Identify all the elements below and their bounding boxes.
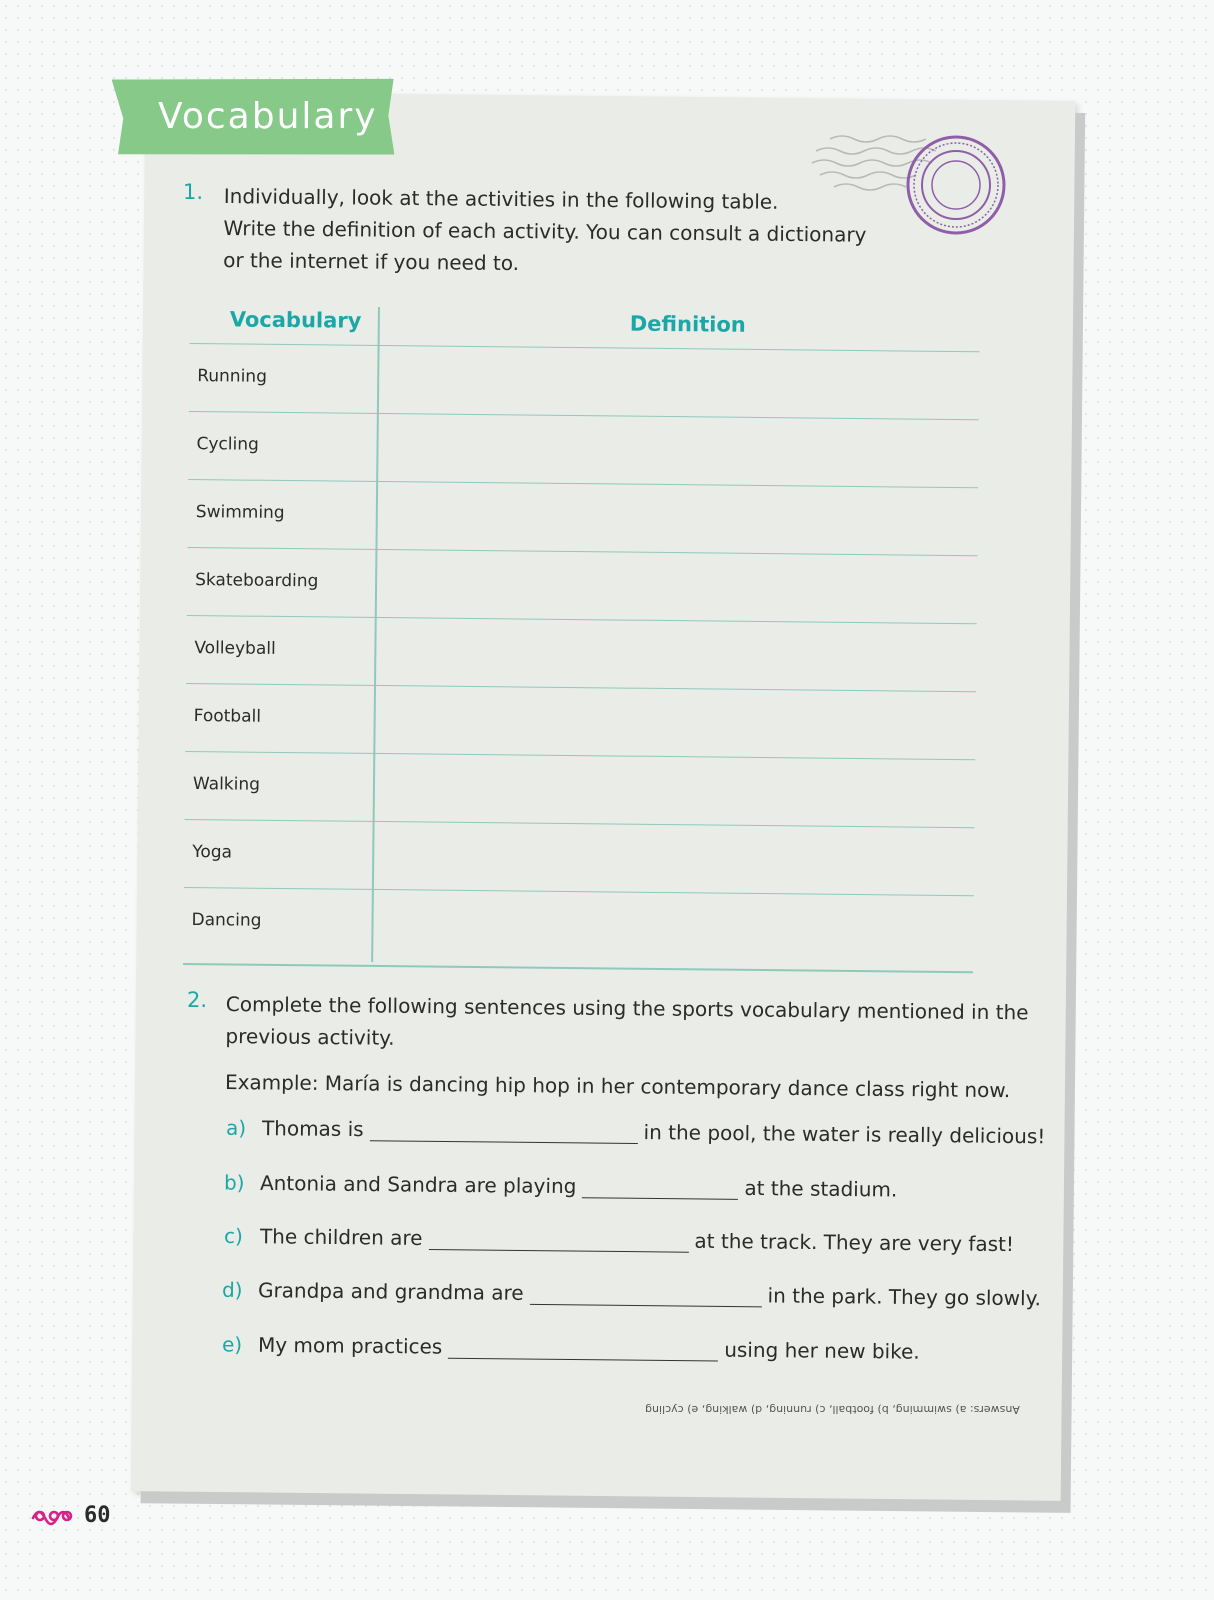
sentence-after: using her new bike. (724, 1337, 920, 1364)
upside-down-answers: Answers: a) swimming, b) football, c) running, d) walking, e) cycling (645, 1403, 1020, 1416)
activity-2-line: previous activity. (225, 1023, 395, 1050)
activity-1-line: or the internet if you need to. (223, 247, 520, 276)
sentence-letter: a) (225, 1115, 247, 1140)
sentence-before: Grandpa and grandma are (257, 1278, 524, 1305)
definition-cell[interactable] (375, 686, 974, 758)
activity-2-number: 2. (187, 988, 208, 1012)
table-row (186, 615, 977, 691)
vocabulary-cell: Football (193, 706, 262, 727)
answer-blank[interactable] (448, 1339, 718, 1362)
header-vocabulary: Vocabulary (229, 307, 362, 333)
brand-logo-icon (30, 1502, 76, 1530)
answer-blank[interactable] (370, 1121, 638, 1144)
definition-cell[interactable] (377, 550, 976, 622)
vocabulary-cell: Yoga (192, 842, 233, 863)
sentence-after: in the park. They go slowly. (767, 1283, 1042, 1311)
sentence-after: in the pool, the water is really delicious! (643, 1120, 1046, 1149)
example-sentence: Example: María is dancing hip hop in her contemporary dance class right now. (224, 1069, 1011, 1103)
page-title: Vocabulary (158, 96, 378, 137)
vocabulary-cell: Cycling (196, 434, 259, 455)
definition-cell[interactable] (374, 822, 973, 894)
definition-cell[interactable] (376, 618, 975, 690)
sentence-before: My mom practices (257, 1332, 443, 1359)
sentence-letter: d) (221, 1277, 243, 1302)
header-definition: Definition (629, 311, 746, 337)
activity-1-instructions (223, 180, 867, 286)
activity-2-line: Complete the following sentences using the sports vocabulary mentioned in the (225, 991, 1029, 1025)
answer-blank[interactable] (428, 1230, 688, 1253)
sentence-after: at the track. They are very fast! (694, 1228, 1015, 1257)
activity-1-number: 1. (183, 180, 204, 204)
vocabulary-cell: Skateboarding (195, 570, 319, 592)
definition-cell[interactable] (373, 890, 972, 962)
table-row (184, 819, 975, 895)
definition-cell[interactable] (377, 482, 976, 554)
table-row (188, 411, 979, 487)
table-row (189, 343, 980, 419)
sentence-letter: b) (223, 1170, 245, 1195)
sentence-before: Thomas is (261, 1116, 364, 1142)
sentence-after: at the stadium. (744, 1175, 898, 1202)
table-row (187, 479, 978, 555)
sentence-before: The children are (259, 1224, 423, 1250)
vocabulary-table (183, 305, 980, 973)
vocabulary-cell: Running (197, 366, 268, 387)
activity-1-line: Individually, look at the activities in the following table. (223, 183, 779, 214)
sentence-before: Antonia and Sandra are playing (259, 1170, 577, 1199)
vocabulary-cell: Dancing (191, 910, 262, 931)
table-row (185, 751, 976, 827)
definition-cell[interactable] (379, 346, 978, 418)
page-number: 60 (84, 1503, 111, 1528)
activity-1-line: Write the definition of each activity. You can consult a dictionary (223, 215, 867, 247)
definition-cell[interactable] (378, 414, 977, 486)
vocabulary-cell: Swimming (195, 502, 285, 524)
sentence-letter: c) (223, 1223, 243, 1249)
answer-blank[interactable] (582, 1178, 738, 1200)
sentence-letter: e) (221, 1332, 243, 1357)
vocabulary-cell: Walking (192, 774, 261, 795)
table-row (185, 683, 976, 759)
vocabulary-cell: Volleyball (194, 638, 276, 659)
table-row (183, 887, 974, 963)
answer-blank[interactable] (530, 1285, 762, 1307)
table-row (187, 547, 978, 623)
definition-cell[interactable] (375, 754, 974, 826)
